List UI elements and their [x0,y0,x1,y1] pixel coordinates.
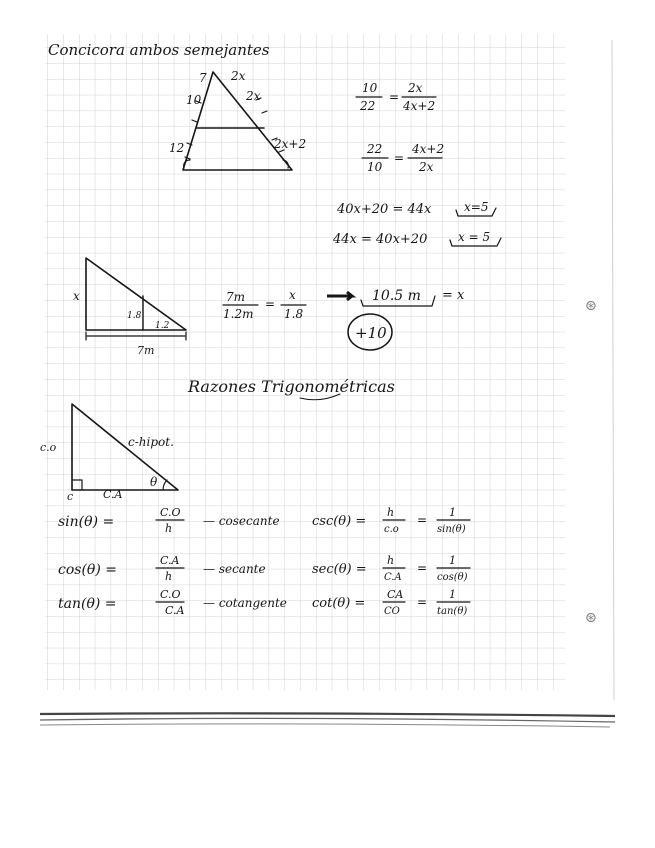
ratio-numerator: C.O [160,506,181,519]
ratio-denominator: C.A [165,604,185,617]
reciprocal-numerator: h [387,506,395,519]
eq1-lhs-den: 22 [360,99,376,113]
svg-text:=: = [389,90,400,104]
reciprocal-denominator: C.A [384,572,402,583]
label-left-lower: 12 [169,141,185,155]
svg-text:=: = [394,151,405,165]
label-c: c [67,490,74,503]
label-right-upper: 2x [246,89,261,103]
ratio-function: cos(θ) = [58,562,117,578]
label-right-lower: 2x+2 [274,137,307,151]
ratio-reciprocal-name: — secante [203,562,266,576]
inverse-denominator: tan(θ) [437,606,468,617]
frac2-num: x [289,288,296,302]
ratio-function: sin(θ) = [58,514,115,530]
label-inner-height: 1.8 [127,311,142,321]
label-co: c.o [40,441,57,454]
one-numerator: 1 [449,588,456,601]
label-base: 7m [137,344,155,357]
eq1-rhs-num: 2x [408,81,423,95]
eq2-lhs-den: 10 [367,160,383,174]
grid-paper [45,34,565,690]
label-left-upper: 10 [186,93,202,107]
hole-punch-mark: ⊛ [585,298,597,314]
equals-sign: = [417,513,428,527]
frac2-den: 1.8 [284,307,304,321]
one-numerator: 1 [449,554,456,567]
ratio-numerator: C.O [160,588,181,601]
reciprocal-function: sec(θ) = [312,562,367,577]
eq2-lhs-num: 22 [367,142,383,156]
reciprocal-numerator: h [387,554,395,567]
score-mark: +10 [355,324,387,342]
page-title: Concicora ambos semejantes [48,41,270,59]
frac1-num: 7m [226,290,246,304]
label-top-right: 2x [231,69,246,83]
reciprocal-function: csc(θ) = [312,514,367,529]
reciprocal-denominator: CO [384,606,400,617]
label-angle: θ [150,475,158,489]
eq-line3-result: x=5 [464,200,489,214]
equals-sign: = [417,561,428,575]
eq-line4: 44x = 40x+20 [333,232,428,247]
inverse-denominator: sin(θ) [437,524,466,535]
reciprocal-function: cot(θ) = [312,596,366,611]
eq2-rhs-num: 4x+2 [412,142,445,156]
height-result: 10.5 m [372,288,421,304]
ratio-reciprocal-name: — cosecante [203,514,280,528]
eq-line4-result: x = 5 [458,230,491,244]
ratio-numerator: C.A [160,554,180,567]
eq-line3: 40x+20 = 44x [337,202,432,217]
inverse-denominator: cos(θ) [437,572,468,583]
eq2-rhs-den: 2x [419,160,434,174]
label-top-left: 7 [199,71,207,85]
reciprocal-numerator: CA [387,588,404,601]
eq1-rhs-den: 4x+2 [403,99,436,113]
one-numerator: 1 [449,506,456,519]
page-bottom-edge [40,713,615,727]
reciprocal-denominator: c.o [384,524,399,535]
ratio-denominator: h [165,522,173,535]
ratio-function: tan(θ) = [58,596,117,612]
label-x: x [73,289,80,303]
ratio-denominator: h [165,570,173,583]
label-inner-base: 1.2 [155,321,170,331]
hole-punch-mark: ⊛ [585,610,597,626]
ratio-reciprocal-name: — cotangente [203,596,287,610]
page-edge [612,40,614,700]
eq1-lhs-num: 10 [362,81,378,95]
label-hyp: c-hipot. [128,435,174,449]
height-result-suffix: = x [442,288,465,303]
section-title: Razones Trigonométricas [188,377,395,396]
label-ca: C.A [103,488,123,501]
equals-sign: = [417,595,428,609]
frac1-den: 1.2m [223,307,254,321]
svg-text:=: = [265,297,276,311]
